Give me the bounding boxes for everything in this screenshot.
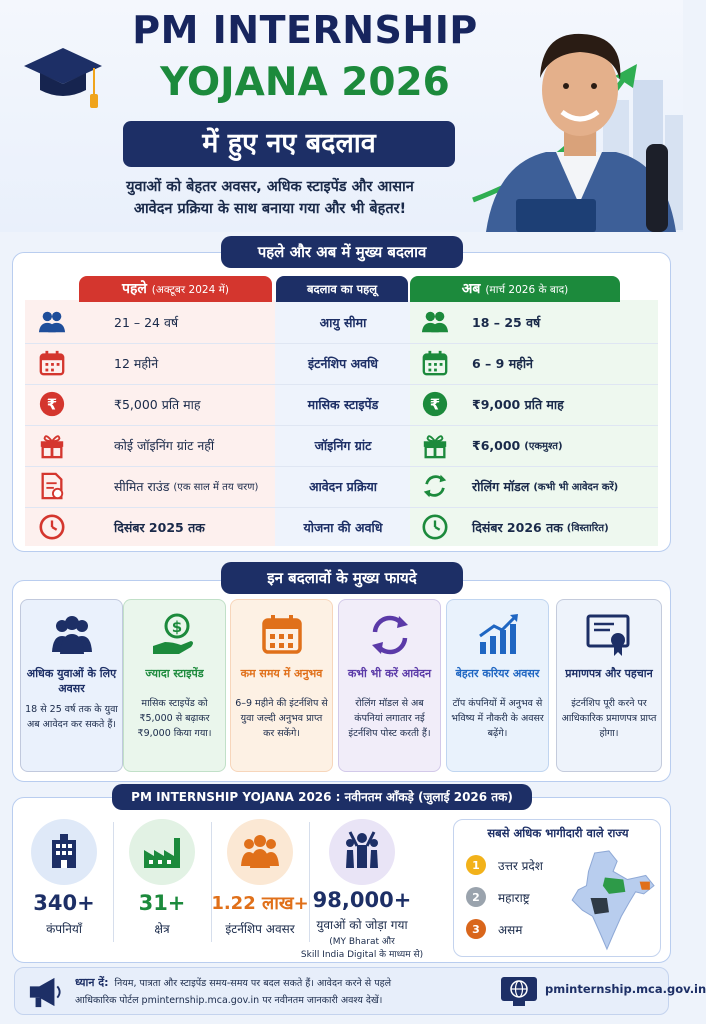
benefit-card-desc: 6–9 महीने की इंटर्नशिप से युवा जल्दी अनुभव प्राप्त कर सकेंगे। bbox=[235, 698, 328, 739]
after-cell-value: ₹6,000 bbox=[472, 437, 521, 453]
benefit-card bbox=[20, 599, 123, 772]
rupee-after-icon bbox=[421, 390, 449, 418]
benefit-card-title: ज्यादा स्टाइपेंड bbox=[145, 667, 204, 680]
title-line-1: PM INTERNSHIP bbox=[132, 8, 478, 52]
refresh-icon bbox=[366, 612, 414, 658]
aspect-cell bbox=[278, 425, 408, 465]
before-cell bbox=[114, 425, 274, 465]
after-cell-value: रोलिंग मॉडल bbox=[472, 478, 530, 494]
aspect-cell-value: आवेदन प्रक्रिया bbox=[308, 478, 378, 494]
megaphone-icon bbox=[25, 975, 65, 1009]
aspect-cell-value: आयु सीमा bbox=[319, 314, 367, 330]
after-cell-value: 6 – 9 महीने bbox=[472, 355, 533, 371]
title-line-2: YOJANA 2026 bbox=[160, 60, 450, 105]
after-header-label: अब bbox=[461, 281, 481, 297]
stat-label: कंपनियाँ bbox=[46, 922, 82, 936]
state-name: महाराष्ट्र bbox=[498, 890, 530, 905]
footer-note-line-1-text: नियम, पात्रता और स्टाइपेंड समय-समय पर बदल सकते हैं। आवेदन करने से पहले bbox=[114, 978, 392, 989]
before-cell bbox=[114, 384, 274, 424]
after-cell-value: दिसंबर 2026 तक bbox=[472, 519, 563, 535]
benefit-card-title: कम समय में अनुभव bbox=[240, 667, 323, 680]
svg-text:₹: ₹ bbox=[46, 395, 58, 414]
after-cell bbox=[472, 384, 656, 424]
before-cell-note: (एक साल में तय चरण) bbox=[173, 482, 259, 493]
state-rank-badge: 3 bbox=[466, 919, 486, 939]
gift-before-icon bbox=[38, 431, 66, 459]
after-cell bbox=[472, 343, 656, 383]
graduation-cap-icon bbox=[22, 38, 104, 120]
aspect-cell bbox=[278, 384, 408, 424]
stats-title: PM INTERNSHIP YOJANA 2026 : नवीनतम आँकड़े (जुलाई 2026 तक) bbox=[112, 784, 532, 810]
benefits-title: इन बदलावों के मुख्य फायदे bbox=[221, 562, 463, 594]
stat-note: (MY Bharat और bbox=[329, 937, 395, 947]
aspect-cell-value: इंटर्नशिप अवधि bbox=[308, 355, 378, 371]
before-cell bbox=[114, 302, 274, 342]
comparison-title: पहले और अब में मुख्य बदलाव bbox=[221, 236, 463, 268]
after-cell bbox=[472, 425, 656, 465]
benefit-card bbox=[123, 599, 226, 772]
benefit-card-title: बेहतर करियर अवसर bbox=[455, 667, 540, 680]
stat-icon-circle bbox=[329, 819, 395, 885]
stat-note: Skill India Digital के माध्यम से) bbox=[300, 950, 424, 960]
before-cell-value: 12 महीने bbox=[114, 355, 159, 371]
hero-banner bbox=[0, 0, 683, 232]
before-header-label: पहले bbox=[122, 281, 147, 297]
india-map-icon bbox=[564, 848, 656, 952]
before-cell bbox=[114, 507, 274, 547]
svg-text:$: $ bbox=[171, 618, 183, 636]
after-cell bbox=[472, 302, 656, 342]
stat-value: 340+ bbox=[33, 891, 95, 915]
certificate-icon bbox=[584, 612, 632, 658]
clock-after-icon bbox=[421, 513, 449, 541]
benefit-card-desc: मासिक स्टाइपेंड को ₹5,000 से बढ़ाकर ₹9,000 किया गया। bbox=[137, 698, 212, 739]
aspect-cell bbox=[278, 466, 408, 506]
benefit-card-desc: इंटर्नशिप पूरी करने पर आधिकारिक प्रमाणपत्र प्राप्त होगा। bbox=[561, 698, 657, 739]
footer-note-line-1 bbox=[75, 974, 495, 992]
after-header-note: (मार्च 2026 के बाद) bbox=[485, 284, 569, 296]
state-rank-badge: 1 bbox=[466, 855, 486, 875]
users-after-icon bbox=[421, 308, 449, 336]
stat-label: क्षेत्र bbox=[154, 922, 170, 936]
stat-value: 31+ bbox=[138, 891, 186, 915]
state-name: असम bbox=[498, 922, 523, 937]
clock-before-icon bbox=[38, 513, 66, 541]
benefit-card-title: प्रमाणपत्र और पहचान bbox=[565, 667, 653, 680]
footer-note-label: ध्यान दें: bbox=[75, 976, 109, 989]
calendar-icon bbox=[258, 612, 306, 658]
stat-label: इंटर्नशिप अवसर bbox=[225, 922, 295, 936]
footer-note-text bbox=[75, 974, 495, 1009]
after-cell-note: (एकमुश्त) bbox=[524, 441, 563, 452]
youth-icon bbox=[338, 828, 386, 874]
after-cell bbox=[472, 507, 656, 547]
stat-icon-circle bbox=[227, 819, 293, 885]
stat-value: 98,000+ bbox=[312, 888, 412, 912]
state-row bbox=[466, 855, 543, 875]
factory-icon bbox=[138, 828, 186, 874]
benefit-card-title: कभी भी करें आवेदन bbox=[347, 667, 432, 680]
before-cell-value: दिसंबर 2025 तक bbox=[114, 519, 205, 535]
website-link[interactable]: pminternship.mca.gov.in bbox=[545, 982, 706, 996]
aspect-cell-value: जॉइनिंग ग्रांट bbox=[314, 437, 372, 453]
after-cell-value: 18 – 25 वर्ष bbox=[472, 314, 541, 330]
svg-text:₹: ₹ bbox=[429, 395, 441, 414]
before-header-note: (अक्टूबर 2024 में) bbox=[151, 284, 229, 296]
benefit-card bbox=[446, 599, 549, 772]
calendar-before-icon bbox=[38, 349, 66, 377]
after-cell-value: ₹9,000 प्रति माह bbox=[472, 396, 564, 412]
aspect-cell-value: योजना की अवधि bbox=[303, 519, 383, 535]
states-box bbox=[453, 819, 661, 957]
before-cell-value: ₹5,000 प्रति माह bbox=[114, 396, 201, 412]
globe-monitor-icon bbox=[499, 975, 539, 1009]
building-icon bbox=[40, 828, 88, 874]
benefit-card-desc: रोलिंग मॉडल से अब कंपनियां लगातार नई इंटर्नशिप पोस्ट करती हैं। bbox=[348, 698, 431, 739]
money-hand-icon bbox=[151, 612, 199, 658]
users-before-icon bbox=[38, 308, 66, 336]
state-row bbox=[466, 919, 522, 939]
users-group-icon bbox=[48, 612, 96, 658]
aspect-header-label: बदलाव का पहलू bbox=[306, 282, 378, 296]
states-title: सबसे अधिक भागीदारी वाले राज्य bbox=[487, 826, 629, 840]
aspect-cell-value: मासिक स्टाइपेंड bbox=[307, 396, 379, 412]
stat-icon-circle bbox=[31, 819, 97, 885]
aspect-cell bbox=[278, 343, 408, 383]
aspect-cell bbox=[278, 507, 408, 547]
before-cell-value: सीमित राउंड bbox=[114, 478, 170, 494]
after-cell-note: (विस्तारित) bbox=[566, 523, 609, 534]
hero-subtitle bbox=[60, 176, 480, 220]
footer-note-box bbox=[14, 967, 706, 1015]
before-cell bbox=[114, 343, 274, 383]
after-header bbox=[410, 276, 620, 302]
subtitle-line-1: युवाओं को बेहतर अवसर, अधिक स्टाइपेंड और आसान bbox=[126, 179, 414, 195]
before-header bbox=[79, 276, 272, 302]
stat-icon-circle bbox=[129, 819, 195, 885]
state-rank-badge: 2 bbox=[466, 887, 486, 907]
state-row bbox=[466, 887, 530, 907]
document-before-icon bbox=[38, 472, 66, 500]
stat-value: 1.22 लाख+ bbox=[211, 893, 309, 914]
gift-after-icon bbox=[421, 431, 449, 459]
rupee-before-icon bbox=[38, 390, 66, 418]
after-cell bbox=[472, 466, 656, 506]
before-cell-value: कोई जॉइनिंग ग्रांट नहीं bbox=[114, 437, 215, 453]
benefit-card-title: अधिक युवाओं के लिए अवसर bbox=[26, 667, 117, 695]
benefit-card-desc: टॉप कंपनियों में अनुभव से भविष्य में नौकरी के अवसर बढ़ेंगे। bbox=[451, 698, 544, 739]
before-cell-value: 21 – 24 वर्ष bbox=[114, 314, 179, 330]
before-cell bbox=[114, 466, 274, 506]
benefit-card-desc: 18 से 25 वर्ष तक के युवा अब आवेदन कर सकते हैं। bbox=[25, 704, 118, 730]
benefit-card bbox=[230, 599, 333, 772]
benefit-card bbox=[338, 599, 441, 772]
benefit-card bbox=[556, 599, 662, 772]
stat-label: युवाओं को जोड़ा गया bbox=[316, 918, 408, 932]
student-photo bbox=[476, 14, 683, 232]
state-name: उत्तर प्रदेश bbox=[498, 858, 543, 873]
aspect-header bbox=[276, 276, 408, 302]
after-cell-note: (कभी भी आवेदन करें) bbox=[533, 482, 619, 493]
subtitle-line-2: आवेदन प्रक्रिया के साथ बनाया गया और भी बेहतर! bbox=[133, 201, 407, 217]
refresh-after-icon bbox=[421, 472, 449, 500]
growth-chart-icon bbox=[474, 612, 522, 658]
footer-note-line-2: आधिकारिक पोर्टल pminternship.mca.gov.in पर नवीनतम जानकारी अवश्य देखें। bbox=[75, 995, 383, 1006]
title-line-3: में हुए नए बदलाव bbox=[123, 121, 455, 167]
people-icon bbox=[236, 828, 284, 874]
aspect-cell bbox=[278, 302, 408, 342]
calendar-after-icon bbox=[421, 349, 449, 377]
